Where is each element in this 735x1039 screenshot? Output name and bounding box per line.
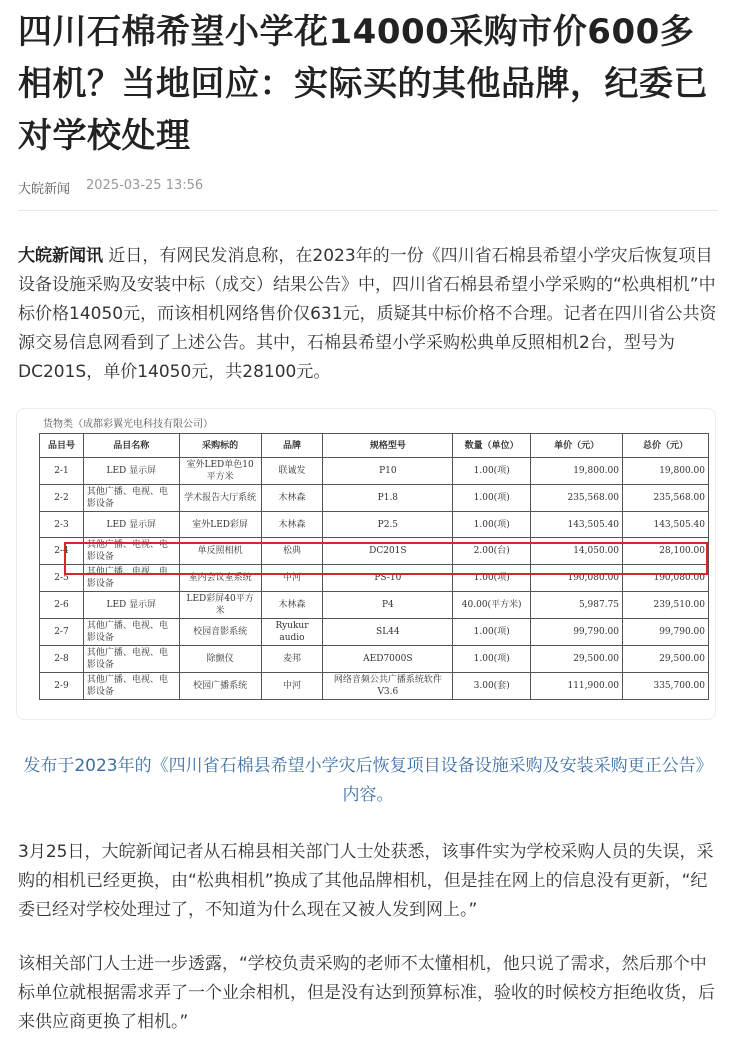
cell-total-price: 143,505.40: [623, 512, 709, 538]
article-paragraph-3: 该相关部门人士进一步透露，“学校负责采购的老师不太懂相机，他只说了需求，然后那个中标单位就根据需求弄了一个业余相机，但是没有达到预算标准，验收的时候校方拒绝收货，后来供应商更换了相机。”: [18, 954, 715, 1032]
table-row-highlighted: [40, 538, 709, 565]
cell-brand: 木林森: [261, 592, 323, 619]
header-brand: 品牌: [261, 434, 323, 458]
cell-unit-price: 19,800.00: [531, 458, 623, 485]
cell-model: P2.5: [323, 512, 453, 538]
cell-total-price: 190,080.00: [623, 565, 709, 592]
cell-target: 学术报告大厅系统: [179, 485, 261, 512]
article-source[interactable]: 大皖新闻: [18, 182, 71, 197]
table-row: [40, 512, 709, 538]
cell-quantity: 1.00(项): [453, 458, 531, 485]
cell-target: 单反照相机: [179, 538, 261, 565]
cell-item-no: 2-3: [40, 512, 84, 538]
cell-quantity: 1.00(项): [453, 646, 531, 673]
header-target: 采购标的: [179, 434, 261, 458]
cell-unit-price: 235,568.00: [531, 485, 623, 512]
table-row: [40, 485, 709, 512]
cell-item-no: 2-5: [40, 565, 84, 592]
cell-quantity: 40.00(平方米): [453, 592, 531, 619]
cell-brand: 联诚发: [261, 458, 323, 485]
paragraph-1-body: 近日，有网民发消息称，在2023年的一份《四川省石棉县希望小学灾后恢复项目设备设施采购及安装中标（成交）结果公告》中，四川省石棉县希望小学采购的“松典相机”中标价格14050元，而该相机网络售价仅631元，质疑其中标价格不合理。记者在四川省公共资源交易信息网看到了上述公告。其中，石棉县希望小学采购松典单反照相机2台，型号为DC201S，单价14050元，共28100元。: [18, 246, 717, 382]
cell-quantity: 3.00(套): [453, 673, 531, 700]
cell-quantity: 1.00(项): [453, 619, 531, 646]
image-caption: 发布于2023年的《四川省石棉县希望小学灾后恢复项目设备设施采购及安装采购更正公告》内容。: [23, 756, 713, 805]
table-row: [40, 673, 709, 700]
cell-quantity: 1.00(项): [453, 512, 531, 538]
cell-total-price: 29,500.00: [623, 646, 709, 673]
cell-model: PS-10: [323, 565, 453, 592]
cell-model: AED7000S: [323, 646, 453, 673]
cell-brand: 松典: [261, 538, 323, 565]
cell-total-price: 235,568.00: [623, 485, 709, 512]
cell-total-price: 335,700.00: [623, 673, 709, 700]
cell-total-price: 239,510.00: [623, 592, 709, 619]
cell-target: 室外LED单色10平方米: [179, 458, 261, 485]
table-row: [40, 592, 709, 619]
cell-unit-price: 99,790.00: [531, 619, 623, 646]
table-row: [40, 619, 709, 646]
header-unit-price: 单价（元）: [531, 434, 623, 458]
procurement-table: [39, 433, 709, 700]
cell-brand: 木林森: [261, 512, 323, 538]
meta-divider: [18, 210, 718, 211]
cell-model: DC201S: [323, 538, 453, 565]
cell-unit-price: 5,987.75: [531, 592, 623, 619]
cell-unit-price: 29,500.00: [531, 646, 623, 673]
cell-model: 网络音频公共广播系统软件V3.6: [323, 673, 453, 700]
article-timestamp: 2025-03-25 13:56: [86, 178, 204, 193]
cell-quantity: 1.00(项): [453, 565, 531, 592]
procurement-document-image[interactable]: [16, 408, 716, 720]
cell-item-name: LED 显示屏: [83, 458, 179, 485]
cell-brand: 中河: [261, 673, 323, 700]
cell-total-price: 28,100.00: [623, 538, 709, 565]
cell-brand: 麦邦: [261, 646, 323, 673]
article-paragraph-1: [18, 242, 718, 387]
cell-item-no: 2-7: [40, 619, 84, 646]
cell-target: 室内会议室系统: [179, 565, 261, 592]
table-row: [40, 458, 709, 485]
cell-unit-price: 143,505.40: [531, 512, 623, 538]
cell-target: 除颤仪: [179, 646, 261, 673]
cell-item-name: 其他广播、电视、电影设备: [83, 619, 179, 646]
cell-model: P10: [323, 458, 453, 485]
cell-item-no: 2-4: [40, 538, 84, 565]
cell-unit-price: 190,080.00: [531, 565, 623, 592]
header-item-no: 品目号: [40, 434, 84, 458]
cell-quantity: 1.00(项): [453, 485, 531, 512]
article-headline: 四川石棉希望小学花14000采购市价600多相机？当地回应：实际买的其他品牌，纪委已对学校处理: [18, 12, 708, 156]
cell-item-no: 2-2: [40, 485, 84, 512]
cell-item-name: 其他广播、电视、电影设备: [83, 646, 179, 673]
document-heading: 货物类（成都彩翼光电科技有限公司）: [43, 419, 213, 430]
cell-model: SL44: [323, 619, 453, 646]
cell-item-no: 2-9: [40, 673, 84, 700]
cell-quantity: 2.00(台): [453, 538, 531, 565]
cell-item-name: LED 显示屏: [83, 592, 179, 619]
cell-model: P1.8: [323, 485, 453, 512]
cell-item-name: 其他广播、电视、电影设备: [83, 565, 179, 592]
cell-item-no: 2-1: [40, 458, 84, 485]
cell-item-name: 其他广播、电视、电影设备: [83, 538, 179, 565]
header-quantity: 数量（单位）: [453, 434, 531, 458]
cell-item-no: 2-6: [40, 592, 84, 619]
cell-model: P4: [323, 592, 453, 619]
cell-target: LED彩屏40平方米: [179, 592, 261, 619]
cell-target: 校园音影系统: [179, 619, 261, 646]
cell-target: 室外LED彩屏: [179, 512, 261, 538]
table-row: [40, 646, 709, 673]
cell-item-name: 其他广播、电视、电影设备: [83, 485, 179, 512]
header-model: 规格型号: [323, 434, 453, 458]
cell-brand: 木林森: [261, 485, 323, 512]
header-total-price: 总价（元）: [623, 434, 709, 458]
table-header-row: [40, 434, 709, 458]
cell-unit-price: 14,050.00: [531, 538, 623, 565]
cell-target: 校园广播系统: [179, 673, 261, 700]
cell-total-price: 99,790.00: [623, 619, 709, 646]
cell-total-price: 19,800.00: [623, 458, 709, 485]
cell-brand: Ryukur audio: [261, 619, 323, 646]
article-paragraph-2: 3月25日，大皖新闻记者从石棉县相关部门人士处获悉，该事件实为学校采购人员的失误，采购的相机已经更换，由“松典相机”换成了其他品牌相机，但是挂在网上的信息没有更新，“纪委已经对学校处理过了，不知道为什么现在又被人发到网上。”: [18, 842, 714, 920]
table-row: [40, 565, 709, 592]
header-item-name: 品目名称: [83, 434, 179, 458]
article-meta: [18, 178, 203, 197]
cell-item-name: LED 显示屏: [83, 512, 179, 538]
cell-unit-price: 111,900.00: [531, 673, 623, 700]
cell-brand: 中河: [261, 565, 323, 592]
cell-item-name: 其他广播、电视、电影设备: [83, 673, 179, 700]
cell-item-no: 2-8: [40, 646, 84, 673]
paragraph-lead: 大皖新闻讯: [18, 246, 103, 266]
